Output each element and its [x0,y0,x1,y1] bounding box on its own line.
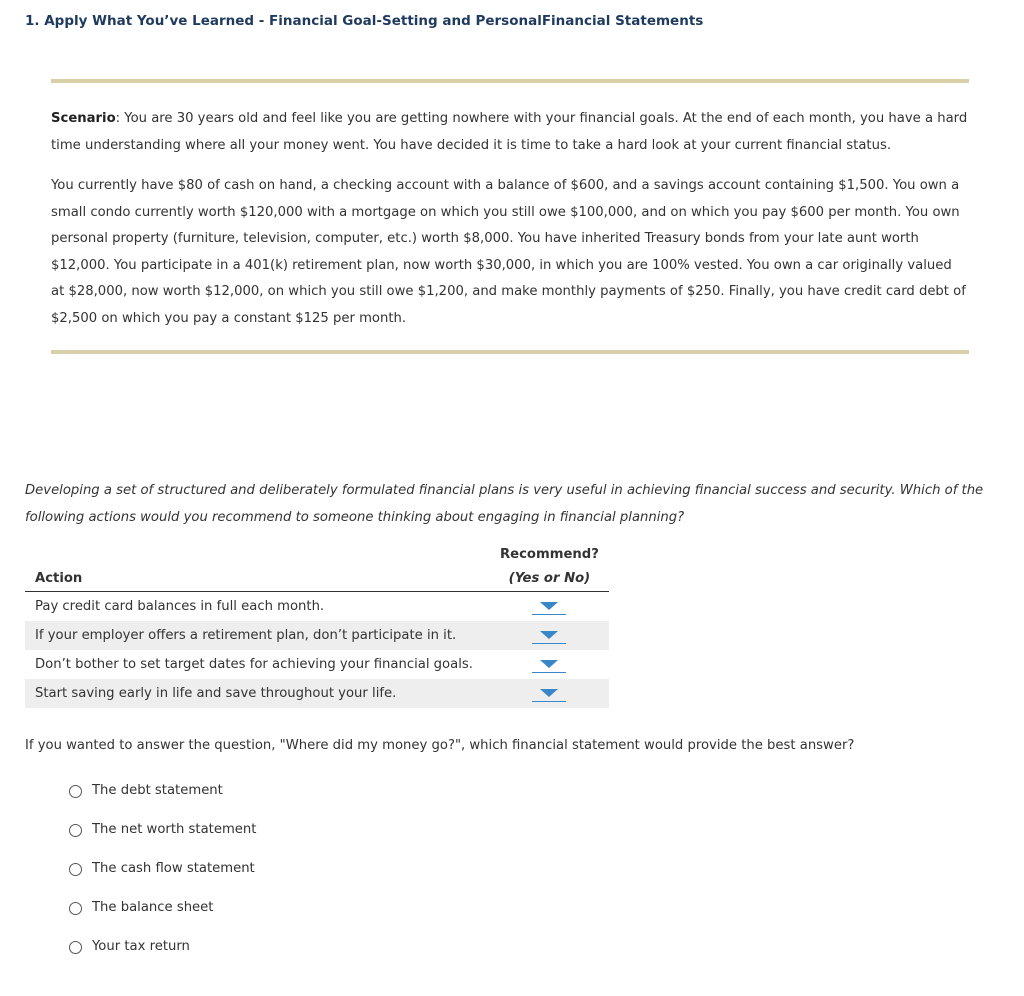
action-cell: Pay credit card balances in full each month. [35,599,325,614]
option-balance-sheet[interactable] [69,900,256,939]
option-debt-statement[interactable] [69,783,256,822]
recommend-dropdown-4[interactable] [532,685,566,702]
table-row [25,621,609,650]
radio-button[interactable] [69,902,82,915]
radio-button[interactable] [69,863,82,876]
option-label: The debt statement [92,783,223,798]
option-tax-return[interactable] [69,939,256,978]
top-divider [51,79,969,83]
recommend-cell [490,592,609,622]
statement-question: If you wanted to answer the question, "Where did my money go?", which financial statement would provide the best answer? [25,738,855,753]
scenario-box [51,106,969,346]
actions-table [25,543,609,708]
option-label: The cash flow statement [92,861,255,876]
radio-button[interactable] [69,824,82,837]
recommend-dropdown-3[interactable] [532,656,566,673]
recommend-cell [490,621,609,650]
action-column-header: Action [35,571,83,586]
table-row [25,592,609,622]
option-label: The balance sheet [92,900,214,915]
question-prompt: Developing a set of structured and deliberately formulated financial plans is very useful in achieving financial success and security. Which of the following actions would you recommend to someone thinking about engaging in financial planning? [25,483,984,525]
dropdown-arrow-icon [540,602,558,610]
dropdown-arrow-icon [540,631,558,639]
recommend-header-line1: Recommend? [500,547,599,562]
option-cash-flow-statement[interactable] [69,861,256,900]
action-cell: If your employer offers a retirement plan, don’t participate in it. [25,621,490,650]
option-label: Your tax return [92,939,190,954]
action-cell: Don’t bother to set target dates for achieving your financial goals. [35,657,473,672]
scenario-label: Scenario [51,111,116,126]
table-row [25,679,609,708]
recommend-cell [490,679,609,708]
recommend-header-line2: (Yes or No) [508,571,591,586]
scenario-paragraph-2: You currently have $80 of cash on hand, a checking account with a balance of $600, and a savings account containing $1,500. You own a small condo currently worth $120,000 with a mortgage on which you still owe $100,000, and on which you pay $600 per month. You own personal property (furniture, television, computer, etc.) worth $8,000. You have inherited Treasury bonds from your late aunt worth $12,000. You participate in a 401(k) retirement plan, now worth $30,000, in which you are 100% vested. You own a car originally valued at $28,000, now worth $12,000, on which you still owe $1,200, and make monthly payments of $250. Finally, you have credit card debt of $2,500 on which you pay a constant $125 per month. [51,178,966,326]
radio-button[interactable] [69,941,82,954]
dropdown-arrow-icon [540,660,558,668]
scenario-paragraph-1 [51,106,969,159]
bottom-divider [51,350,969,354]
action-cell: Start saving early in life and save throughout your life. [25,679,490,708]
radio-button[interactable] [69,785,82,798]
page-title: 1. Apply What You’ve Learned - Financial Goal-Setting and PersonalFinancial Statements [25,13,704,29]
answer-options [69,783,256,978]
table-row [25,650,609,679]
option-label: The net worth statement [92,822,257,837]
dropdown-arrow-icon [540,689,558,697]
option-net-worth-statement[interactable] [69,822,256,861]
recommend-dropdown-1[interactable] [532,598,566,615]
recommend-cell [490,650,609,679]
recommend-dropdown-2[interactable] [532,627,566,644]
scenario-text-1: : You are 30 years old and feel like you are getting nowhere with your financial goals. At the end of each month, you have a hard time understanding where all your money went. You have decided it is time to take a hard look at your current financial status. [51,111,968,153]
recommend-column-header [490,543,609,592]
table-header-row [25,543,609,592]
